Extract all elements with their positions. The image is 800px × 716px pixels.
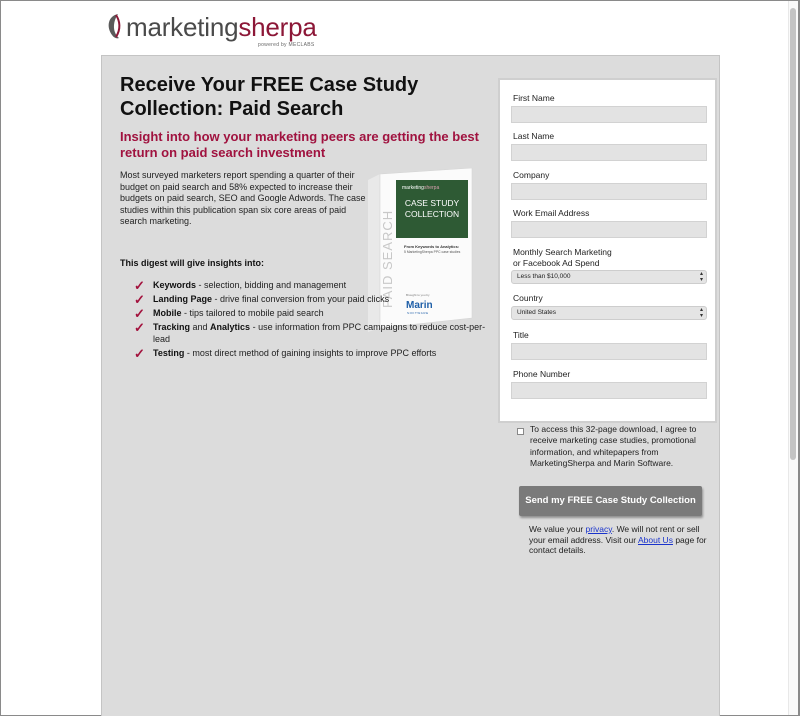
phone-label: Phone Number [513, 369, 571, 379]
select-arrows-icon: ▴ ▾ [699, 307, 703, 319]
submit-button[interactable]: Send my FREE Case Study Collection [519, 486, 702, 516]
consent-checkbox[interactable] [517, 428, 524, 435]
country-label: Country [513, 293, 543, 303]
title-label: Title [513, 330, 529, 340]
company-field[interactable] [511, 183, 707, 200]
book-brand: marketingsherpa [402, 185, 440, 191]
ad-spend-label: Monthly Search Marketing or Facebook Ad Spend [513, 247, 612, 268]
email-label: Work Email Address [513, 208, 590, 218]
about-us-link[interactable]: About Us [637, 534, 673, 545]
ad-spend-select[interactable]: Less than $10,000 ▴ ▾ [511, 270, 707, 284]
list-item: ✓ Keywords - selection, bidding and management [134, 278, 347, 293]
phone-field[interactable] [511, 382, 707, 399]
list-item: ✓ Testing - most direct method of gaining insights to improve PPC efforts [134, 345, 437, 361]
logo-text-main: marketing [126, 12, 239, 42]
company-label: Company [513, 170, 550, 180]
country-select[interactable]: United States ▴ ▾ [511, 306, 707, 320]
privacy-notice: We value your privacy. We will not rent or sell your email address. Visit our About Us page for contact details. [529, 524, 707, 555]
book-spine-text: PAID SEARCH [380, 209, 395, 308]
page-subtitle: Insight into how your marketing peers are getting the best return on paid search investment [120, 129, 479, 160]
first-name-label: First Name [513, 93, 555, 103]
checkmark-icon: ✓ [134, 345, 145, 361]
select-arrows-icon: ▴ ▾ [699, 271, 703, 283]
book-sponsor-name: Marin [406, 300, 433, 311]
consent-text: To access this 32-page download, I agree to receive marketing case studies, promotional information, and whitepapers from MarketingSherpa and Marin Software. [530, 424, 697, 468]
insights-list [134, 280, 494, 362]
logo-powered-by: powered by MECLABS [258, 42, 315, 48]
last-name-field[interactable] [511, 144, 707, 161]
list-item: ✓ Mobile - tips tailored to mobile paid search [134, 306, 324, 321]
scrollbar-thumb[interactable] [790, 8, 796, 460]
book-title-line2: COLLECTION [404, 209, 460, 219]
list-item: ✓ Landing Page - drive final conversion from your paid clicks [134, 292, 390, 307]
checkmark-icon: ✓ [134, 278, 145, 293]
logo-text-accent: sherpa [238, 12, 317, 42]
book-subtitle-line2: 5 MarketingSherpa PPC case studies [404, 250, 461, 254]
checkmark-icon: ✓ [134, 306, 145, 321]
checkmark-icon: ✓ [134, 320, 145, 335]
checkmark-icon: ✓ [134, 292, 145, 307]
digest-title: This digest will give insights into: [120, 258, 265, 268]
book-title-line1: CASE STUDY [404, 198, 460, 208]
book-sponsor-caption: Brought to you by [406, 293, 430, 297]
logo-wordmark [126, 12, 317, 42]
intro-paragraph: Most surveyed marketers report spending a quarter of their budget on paid search and 58% expected to increase their budgets on paid search, SEO and Google Adwords. The case studies within this publication span six core areas of paid search marketing. [120, 170, 366, 226]
page-title: Receive Your FREE Case Study Collection: Paid Search [120, 74, 419, 120]
book-sponsor-sub: SOFTWARE [407, 311, 429, 315]
privacy-link[interactable]: privacy [585, 524, 612, 534]
title-field[interactable] [511, 343, 707, 360]
book-subtitle-line1: From Keywords to Analytics: [404, 244, 460, 249]
marketingsherpa-logo[interactable] [104, 9, 344, 49]
list-item: ✓ Tracking and Analytics - use information from PPC campaigns to reduce cost-per-lead [134, 320, 486, 344]
sherpa-swirl-icon [104, 11, 126, 41]
email-field[interactable] [511, 221, 707, 238]
last-name-label: Last Name [513, 131, 555, 141]
first-name-field[interactable] [511, 106, 707, 123]
